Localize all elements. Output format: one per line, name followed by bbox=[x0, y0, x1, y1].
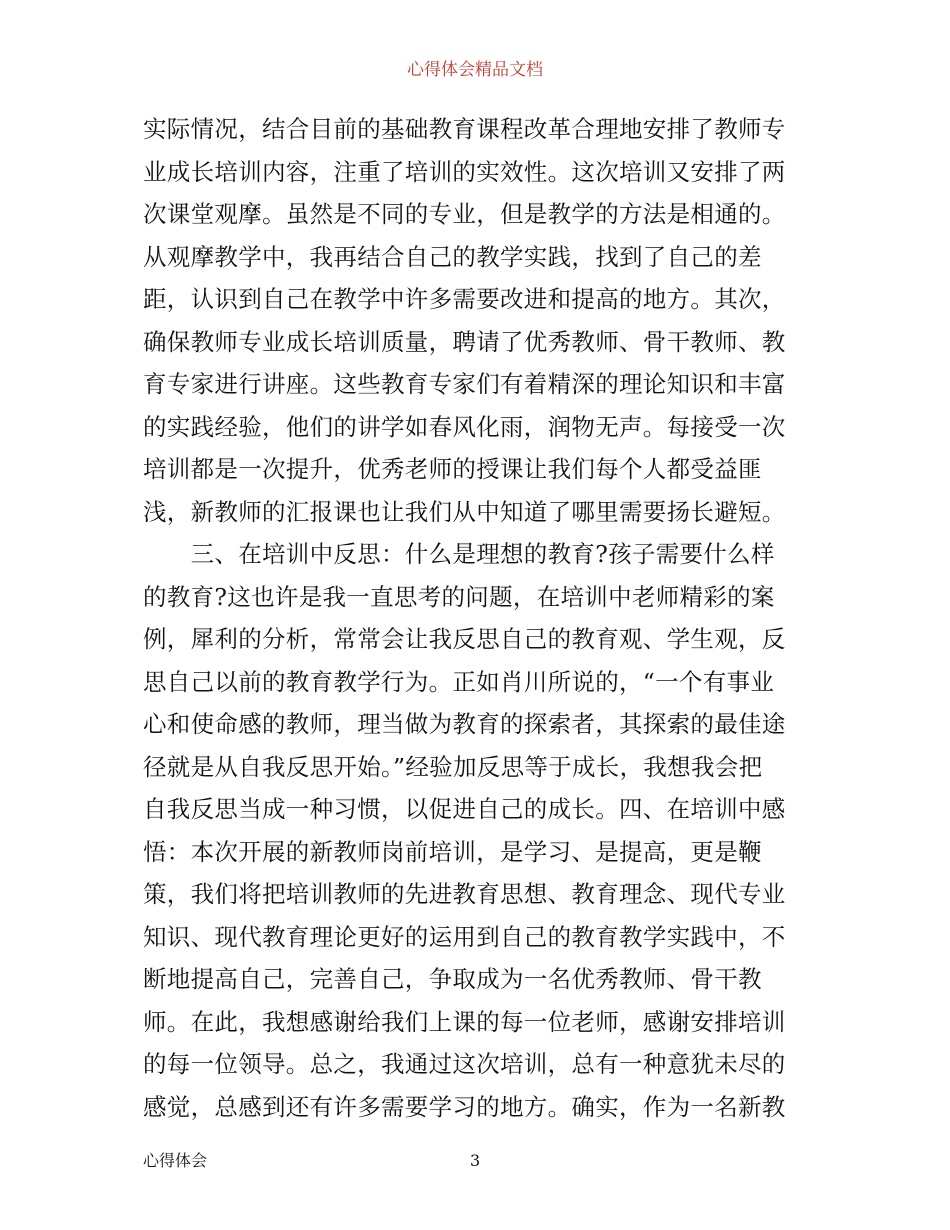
body-line: 师。在此，我想感谢给我们上课的每一位老师，感谢安排培训 bbox=[143, 1007, 786, 1036]
body-line: 知识、现代教育理论更好的运用到自己的教育教学实践中，不 bbox=[143, 922, 786, 951]
body-line: 培训都是一次提升，优秀老师的授课让我们每个人都受益匪 bbox=[143, 455, 762, 483]
body-line: 径就是从自我反思开始。”经验加反思等于成长，我想我会把 bbox=[143, 752, 763, 781]
body-line: 三、在培训中反思：什么是理想的教育?孩子需要什么样 bbox=[143, 540, 775, 568]
body-line: 次课堂观摩。虽然是不同的专业，但是教学的方法是相通的。 bbox=[143, 200, 786, 228]
body-line: 浅，新教师的汇报课也让我们从中知道了哪里需要扬长避短。 bbox=[143, 497, 786, 526]
document-header-title: 心得体会精品文档 bbox=[407, 60, 543, 80]
body-line: 策，我们将把培训教师的先进教育思想、教育理念、现代专业 bbox=[143, 880, 786, 908]
body-line: 业成长培训内容，注重了培训的实效性。这次培训又安排了两 bbox=[143, 157, 786, 186]
body-line: 距，认识到自己在教学中许多需要改进和提高的地方。其次， bbox=[143, 285, 786, 313]
body-line: 思自己以前的教育教学行为。正如肖川所说的，“一个有事业 bbox=[143, 667, 775, 696]
body-line: 的教育?这也许是我一直思考的问题，在培训中老师精彩的案 bbox=[143, 582, 775, 611]
document-footer-label: 心得体会 bbox=[143, 1151, 208, 1170]
body-line: 悟：本次开展的新教师岗前培训，是学习、是提高，更是鞭 bbox=[143, 837, 762, 866]
body-line: 育专家进行讲座。这些教育专家们有着精深的理论知识和丰富 bbox=[143, 370, 786, 398]
body-line: 的实践经验，他们的讲学如春风化雨，润物无声。每接受一次 bbox=[143, 412, 786, 441]
page-number: 3 bbox=[470, 1151, 481, 1170]
body-line: 断地提高自己，完善自己，争取成为一名优秀教师、骨干教 bbox=[143, 965, 762, 993]
body-line: 实际情况，结合目前的基础教育课程改革合理地安排了教师专 bbox=[143, 115, 786, 143]
body-line: 的每一位领导。总之，我通过这次培训，总有一种意犹未尽的 bbox=[143, 1050, 786, 1078]
body-line: 心和使命感的教师，理当做为教育的探索者，其探索的最佳途 bbox=[143, 710, 786, 738]
body-line: 例，犀利的分析，常常会让我反思自己的教育观、学生观，反 bbox=[143, 625, 786, 653]
document-body bbox=[143, 108, 813, 1128]
body-line: 确保教师专业成长培训质量，聘请了优秀教师、骨干教师、教 bbox=[143, 327, 786, 356]
body-line: 感觉，总感到还有许多需要学习的地方。确实，作为一名新教 bbox=[143, 1092, 786, 1121]
body-line: 自我反思当成一种习惯，以促进自己的成长。四、在培训中感 bbox=[143, 795, 786, 823]
body-line: 从观摩教学中，我再结合自己的教学实践，找到了自己的差 bbox=[143, 242, 762, 271]
